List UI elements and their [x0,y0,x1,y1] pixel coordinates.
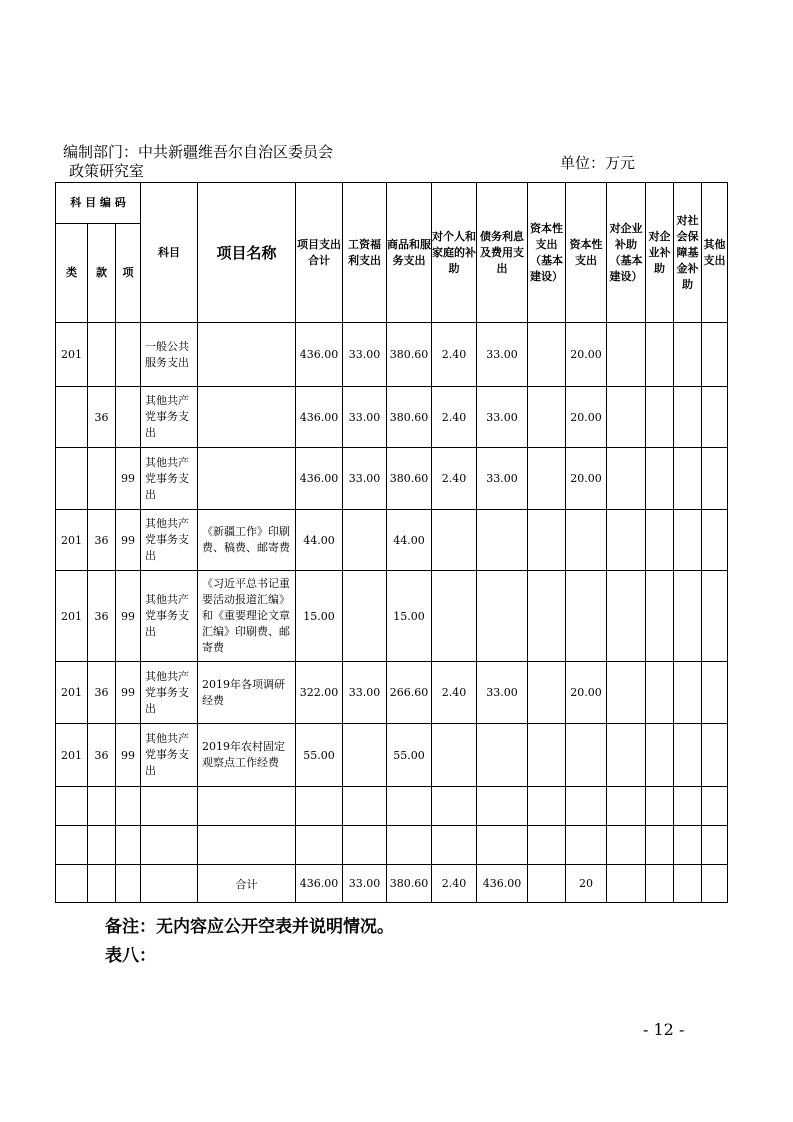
cell-lei: 201 [56,571,88,662]
code-group-header: 科 目 编 码 [56,183,141,224]
empty-cell [646,787,674,826]
empty-cell [141,787,198,826]
total-label: 合计 [198,865,296,903]
code-header-kuan: 款 [88,224,116,323]
cell-capital: 20.00 [566,448,607,510]
cell-xiang [116,323,141,387]
cell-personal: 2.40 [432,387,477,448]
subject-header: 科目 [141,183,198,323]
col-header-enterprise-basic: 对企业补助（基本建设） [607,183,646,323]
cell-lei [56,448,88,510]
cell-social [674,510,702,571]
next-table-title: 表八： [105,946,156,966]
total-row [56,865,728,903]
cell-subject: 其他共产党事务支出 [141,448,198,510]
empty-cell [116,865,141,903]
table-row [56,724,728,787]
total-total: 436.00 [296,865,343,903]
cell-ent-basic [607,510,646,571]
cell-other [702,662,728,724]
cell-cap-basic [528,323,566,387]
empty-cell [198,787,296,826]
cell-salary: 33.00 [343,662,387,724]
total-salary: 33.00 [343,865,387,903]
cell-total: 322.00 [296,662,343,724]
cell-debt: 33.00 [477,323,528,387]
cell-capital: 20.00 [566,323,607,387]
total-goods: 380.60 [387,865,432,903]
cell-cap-basic [528,724,566,787]
cell-goods: 380.60 [387,448,432,510]
cell-lei: 201 [56,662,88,724]
cell-kuan: 36 [88,510,116,571]
cell-ent-basic [607,571,646,662]
total-debt: 436.00 [477,865,528,903]
cell-social [674,662,702,724]
empty-cell [343,826,387,865]
empty-cell [116,787,141,826]
col-header-goods: 商品和服务支出 [387,183,432,323]
empty-cell [141,826,198,865]
cell-salary [343,724,387,787]
cell-debt [477,510,528,571]
cell-other [702,724,728,787]
empty-cell [296,787,343,826]
table-row [56,510,728,571]
cell-goods: 55.00 [387,724,432,787]
empty-cell [528,787,566,826]
cell-kuan: 36 [88,724,116,787]
empty-cell [566,826,607,865]
cell-debt: 33.00 [477,387,528,448]
cell-ent [646,387,674,448]
empty-cell [607,826,646,865]
cell-personal: 2.40 [432,448,477,510]
cell-other [702,571,728,662]
cell-cap-basic [528,510,566,571]
cell-debt: 33.00 [477,448,528,510]
cell-project: 2019年农村固定观察点工作经费 [198,724,296,787]
cell-ent [646,510,674,571]
empty-cell [646,826,674,865]
cell-total: 436.00 [296,323,343,387]
empty-cell [116,826,141,865]
cell-ent [646,662,674,724]
cell-goods: 380.60 [387,323,432,387]
cell-capital [566,724,607,787]
cell-cap-basic [528,448,566,510]
table-row [56,387,728,448]
cell-project: 《习近平总书记重要活动报道汇编》和《重要理论文章汇编》印刷费、邮寄费 [198,571,296,662]
empty-cell [528,826,566,865]
empty-cell [387,826,432,865]
empty-cell [88,787,116,826]
cell-salary [343,510,387,571]
cell-debt [477,571,528,662]
empty-cell [88,826,116,865]
col-header-total: 项目支出合计 [296,183,343,323]
cell-project: 《新疆工作》印刷费、稿费、邮寄费 [198,510,296,571]
department-label [63,143,333,181]
cell-debt [477,724,528,787]
cell-personal [432,510,477,571]
cell-goods: 380.60 [387,387,432,448]
department-line-2: 政策研究室 [69,162,145,180]
cell-cap-basic [528,571,566,662]
cell-lei: 201 [56,724,88,787]
cell-other [702,510,728,571]
empty-cell [387,787,432,826]
empty-cell [702,826,728,865]
cell-salary: 33.00 [343,323,387,387]
cell-personal [432,724,477,787]
cell-goods: 15.00 [387,571,432,662]
empty-cell [141,865,198,903]
table-row [56,662,728,724]
col-header-salary: 工资福利支出 [343,183,387,323]
cell-ent-basic [607,724,646,787]
cell-ent-basic [607,387,646,448]
cell-project [198,323,296,387]
department-line-1: 编制部门：中共新疆维吾尔自治区委员会 [63,143,334,161]
col-header-enterprise: 对企业补助 [646,183,674,323]
col-header-debt: 债务利息及费用支出 [477,183,528,323]
total-social [674,865,702,903]
cell-project [198,448,296,510]
total-ent-basic [607,865,646,903]
empty-cell [566,787,607,826]
empty-cell [477,826,528,865]
cell-salary: 33.00 [343,448,387,510]
cell-capital: 20.00 [566,662,607,724]
cell-other [702,323,728,387]
expenditure-table [55,182,728,903]
empty-cell [296,826,343,865]
cell-personal [432,571,477,662]
total-cap-basic [528,865,566,903]
cell-subject: 其他共产党事务支出 [141,510,198,571]
cell-project: 2019年各项调研经费 [198,662,296,724]
col-header-social: 对社会保障基金补助 [674,183,702,323]
cell-other [702,387,728,448]
cell-ent-basic [607,662,646,724]
cell-lei: 201 [56,323,88,387]
table-row [56,571,728,662]
table-row [56,323,728,387]
cell-social [674,724,702,787]
empty-cell [432,826,477,865]
cell-xiang [116,387,141,448]
cell-kuan [88,448,116,510]
cell-total: 55.00 [296,724,343,787]
cell-project [198,387,296,448]
empty-cell [343,787,387,826]
cell-total: 436.00 [296,387,343,448]
total-ent [646,865,674,903]
cell-subject: 其他共产党事务支出 [141,387,198,448]
cell-xiang: 99 [116,448,141,510]
cell-subject: 其他共产党事务支出 [141,571,198,662]
cell-other [702,448,728,510]
cell-kuan: 36 [88,387,116,448]
cell-personal: 2.40 [432,662,477,724]
cell-ent [646,571,674,662]
cell-capital [566,510,607,571]
cell-personal: 2.40 [432,323,477,387]
empty-row [56,826,728,865]
cell-kuan: 36 [88,662,116,724]
empty-cell [607,787,646,826]
cell-ent [646,448,674,510]
cell-kuan [88,323,116,387]
empty-cell [56,865,88,903]
empty-cell [477,787,528,826]
cell-debt: 33.00 [477,662,528,724]
cell-xiang: 99 [116,571,141,662]
total-other [702,865,728,903]
cell-goods: 44.00 [387,510,432,571]
empty-cell [198,826,296,865]
cell-capital [566,571,607,662]
cell-social [674,448,702,510]
cell-ent [646,724,674,787]
cell-salary [343,571,387,662]
cell-capital: 20.00 [566,387,607,448]
col-header-other: 其他支出 [702,183,728,323]
col-header-personal: 对个人和家庭的补助 [432,183,477,323]
cell-salary: 33.00 [343,387,387,448]
cell-subject: 其他共产党事务支出 [141,724,198,787]
col-header-capital: 资本性支出 [566,183,607,323]
page-number: - 12 - [643,1020,685,1039]
cell-xiang: 99 [116,510,141,571]
empty-cell [702,787,728,826]
project-name-header: 项目名称 [198,183,296,323]
code-header-xiang: 项 [116,224,141,323]
col-header-capital-basic: 资本性支出（基本建设） [528,183,566,323]
empty-cell [88,865,116,903]
cell-lei: 201 [56,510,88,571]
cell-total: 15.00 [296,571,343,662]
empty-cell [674,787,702,826]
cell-kuan: 36 [88,571,116,662]
cell-cap-basic [528,662,566,724]
cell-total: 436.00 [296,448,343,510]
cell-total: 44.00 [296,510,343,571]
cell-ent [646,323,674,387]
remark-note: 备注：无内容应公开空表并说明情况。 [105,917,394,937]
empty-cell [56,826,88,865]
cell-goods: 266.60 [387,662,432,724]
empty-cell [432,787,477,826]
empty-cell [56,787,88,826]
total-capital: 20 [566,865,607,903]
empty-cell [674,826,702,865]
cell-social [674,571,702,662]
cell-ent-basic [607,448,646,510]
cell-subject: 一般公共服务支出 [141,323,198,387]
cell-cap-basic [528,387,566,448]
empty-row [56,787,728,826]
cell-lei [56,387,88,448]
cell-ent-basic [607,323,646,387]
code-header-lei: 类 [56,224,88,323]
cell-xiang: 99 [116,724,141,787]
cell-subject: 其他共产党事务支出 [141,662,198,724]
cell-xiang: 99 [116,662,141,724]
table-row [56,448,728,510]
total-personal: 2.40 [432,865,477,903]
unit-label: 单位：万元 [560,154,636,172]
cell-social [674,387,702,448]
cell-social [674,323,702,387]
